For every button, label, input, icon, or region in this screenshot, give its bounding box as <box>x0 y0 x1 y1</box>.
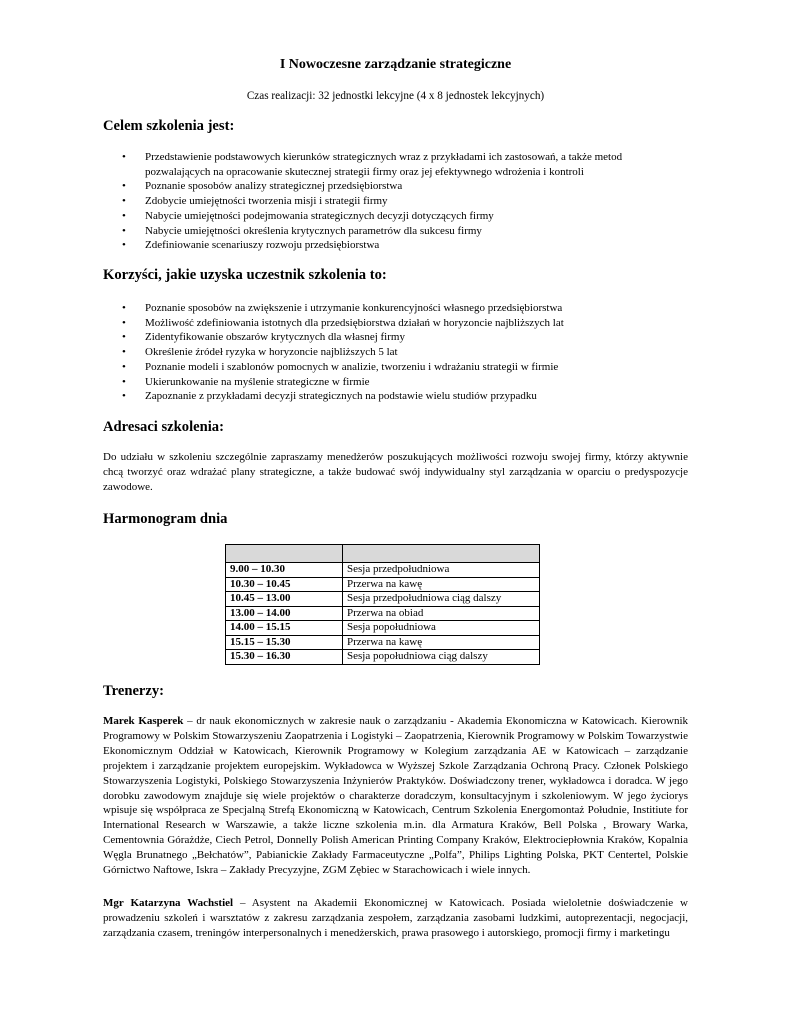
document-title: I Nowoczesne zarządzanie strategiczne <box>279 57 512 72</box>
list-item: • Możliwość zdefiniowania istotnych dla przedsiębiorstwa działań w horyzoncie najbliższych lat <box>103 316 688 331</box>
trainer-name: Marek Kasperek <box>103 715 184 727</box>
duration-note: Czas realizacji: 32 jednostki lekcyjne (4 x 8 jednostek lekcyjnych) <box>246 90 545 102</box>
list-item: • Poznanie sposobów na zwiększenie i utrzymanie konkurencyjności własnego przedsiębiorstwa <box>103 301 688 316</box>
list-item: • Zidentyfikowanie obszarów krytycznych dla własnej firmy <box>103 330 688 345</box>
schedule-activity: Sesja popołudniowa <box>343 621 540 636</box>
trainer-bio <box>103 714 688 878</box>
goals-heading: Celem szkolenia jest: <box>103 118 235 134</box>
list-item: • Zapoznanie z przykładami decyzji strategicznych na podstawie wielu studiów przypadku <box>103 389 688 404</box>
list-item: • Nabycie umiejętności określenia krytycznych parametrów dla sukcesu firmy <box>103 224 688 239</box>
list-item: • Ukierunkowanie na myślenie strategiczne w firmie <box>103 375 688 390</box>
table-row <box>226 621 540 636</box>
list-item: • Zdobycie umiejętności tworzenia misji i strategii firmy <box>103 194 688 209</box>
trainer-bio-text: – Asystent na Akademii Ekonomicznej w Katowicach. Posiada wieloletnie doświadczenie w prowadzeniu szkoleń i warsztatów z zakresu zarządzania zespołem, zarządzania zasobami ludzkimi, autoprezentacji, negocjacji, zarządzania czasem, treningów interpersonalnych i menedżerskich, prawa prasowego i autorskiego, promocji firmy i marketingu <box>103 897 688 939</box>
schedule-heading: Harmonogram dnia <box>103 511 228 527</box>
goals-list <box>103 150 688 253</box>
schedule-time: 10.30 – 10.45 <box>226 577 343 592</box>
schedule-activity: Przerwa na kawę <box>343 577 540 592</box>
schedule-time: 9.00 – 10.30 <box>226 563 343 578</box>
trainer-bio-text: – dr nauk ekonomicznych w zakresie nauk o zarządzaniu - Akademia Ekonomiczna w Katowicach. Kierownik Programowy w Polskim Stowarzyszeniu Zaopatrzenia i Logistyki – Zaopatrzenia, Kierownik Programowy w Polskim Towarzystwie Ekonomicznym Oddział w Katowicach, Kierownik Programowy w Kolegium zarządzania AE w Katowicach – zarządzanie projektem i zarządzanie projektem europejskim. Wykładowca w Wyższej Szkole Zarządzania Ochroną Pracy. Członek Polskiego Stowarzyszenia Logistyki, Polskiego Stowarzyszenia Inżynierów Praktyków. Doświadczony trener, wykładowca i doradca. W jego dorobku zawodowym znajduje się wiele projektów o charakterze doradczym, konsultacyjnym i szkoleniowym. W jego życiorys wpisuje się współpraca ze Specjalną Strefą Ekonomiczną w Katowicach, Centrum Szkolenia Energomontaż Południe, Institiute for International Research w Warszawie, a także liczne szkolenia m.in. dla Armatura Kraków, Bell Polska , Browary Warka, Cementownia Górażdże, Ciech Petrol, Donnelly Polish American Printing Company Kraków, Elektrociepłownia Kraków, Kopalnia Węgla Brunatnego „Bełchatów”, Pabianickie Zakłady Farmaceutyczne „Polfa”, Philips Lighting Polska, PKT Centertel, Polskie Górnictwo Naftowe, Iskra – Zakłady Precyzyjne, ZGM Zębiec w Starachowicach i wiele innych. <box>103 715 688 877</box>
list-item: • Poznanie modeli i szablonów pomocnych w analizie, tworzeniu i wdrażaniu strategii w firmie <box>103 360 688 375</box>
audience-heading: Adresaci szkolenia: <box>103 419 224 435</box>
table-row <box>226 592 540 607</box>
list-item: • Zdefiniowanie scenariuszy rozwoju przedsiębiorstwa <box>103 238 688 253</box>
audience-paragraph: Do udziału w szkoleniu szczególnie zapraszamy menedżerów poszukujących możliwości rozwoju swojej firmy, którzy aktywnie chcą tworzyć oraz wdrażać plany strategiczne, a także budować swój indywidualny styl zarządzania w oparciu o predyspozycje zawodowe. <box>103 451 688 493</box>
schedule-time: 10.45 – 13.00 <box>226 592 343 607</box>
trainer-name: Mgr Katarzyna Wachstiel <box>103 897 234 909</box>
table-header-cell <box>226 545 343 563</box>
table-header-cell <box>343 545 540 563</box>
trainer-bio <box>103 896 688 941</box>
trainers-heading: Trenerzy: <box>103 683 165 699</box>
benefits-heading: Korzyści, jakie uzyska uczestnik szkolenia to: <box>103 267 387 283</box>
schedule-time: 15.15 – 15.30 <box>226 635 343 650</box>
list-item: • Przedstawienie podstawowych kierunków strategicznych wraz z przykładami ich zastosowań, a także metod pozwalających na opracowanie skutecznej strategii firmy oraz jej efektywnego wdrożenia i kontroli <box>103 150 688 179</box>
table-row <box>226 577 540 592</box>
list-item: • Nabycie umiejętności podejmowania strategicznych decyzji dotyczących firmy <box>103 209 688 224</box>
schedule-activity: Przerwa na obiad <box>343 606 540 621</box>
schedule-activity: Przerwa na kawę <box>343 635 540 650</box>
schedule-time: 13.00 – 14.00 <box>226 606 343 621</box>
schedule-time: 15.30 – 16.30 <box>226 650 343 665</box>
schedule-time: 14.00 – 15.15 <box>226 621 343 636</box>
schedule-activity: Sesja przedpołudniowa ciąg dalszy <box>343 592 540 607</box>
list-item: • Poznanie sposobów analizy strategicznej przedsiębiorstwa <box>103 179 688 194</box>
benefits-list <box>103 301 688 404</box>
table-header-row <box>226 545 540 563</box>
list-item: • Określenie źródeł ryzyka w horyzoncie najbliższych 5 lat <box>103 345 688 360</box>
table-row <box>226 606 540 621</box>
table-row <box>226 563 540 578</box>
schedule-activity: Sesja popołudniowa ciąg dalszy <box>343 650 540 665</box>
schedule-table <box>225 544 540 665</box>
table-row <box>226 635 540 650</box>
table-row <box>226 650 540 665</box>
schedule-activity: Sesja przedpołudniowa <box>343 563 540 578</box>
